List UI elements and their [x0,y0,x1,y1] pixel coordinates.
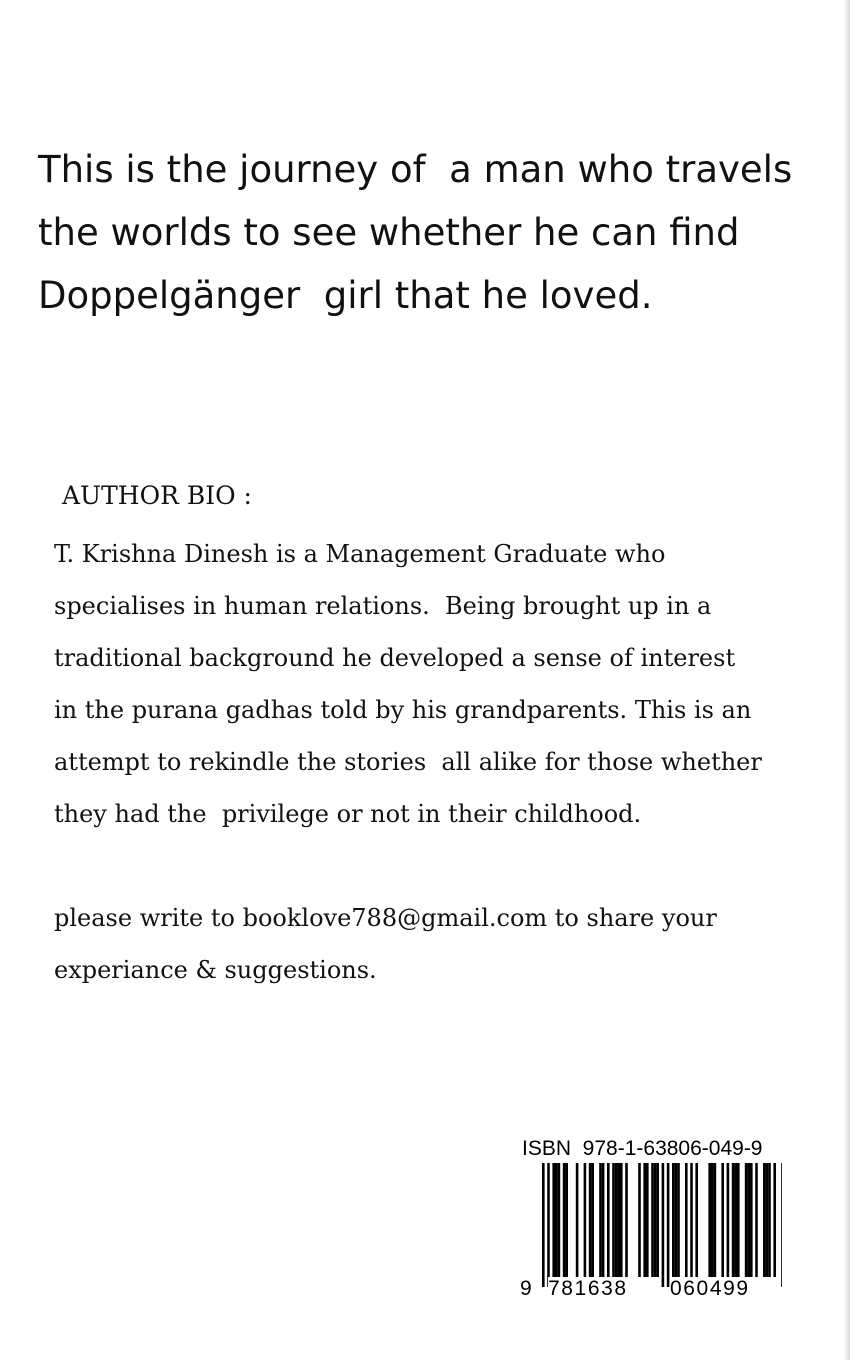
barcode-bar [625,1163,628,1277]
barcode-bar [654,1163,657,1277]
barcode-bar [763,1163,766,1277]
barcode-bar [747,1163,750,1277]
blurb-line: This is the journey of a man who travels [38,148,793,191]
barcode-bar [599,1163,602,1277]
barcode-bar [615,1163,618,1277]
barcode-bar [651,1163,654,1277]
barcode-bar [589,1163,592,1277]
contact-note [54,892,834,996]
blurb-line: the worlds to see whether he can find [38,211,740,254]
barcode-bar [721,1163,724,1277]
barcode-guard-bar [542,1163,545,1287]
barcode-bar [555,1163,558,1277]
barcode-bar [690,1163,693,1277]
barcode-bar [766,1163,769,1277]
barcode-bar [714,1163,717,1277]
barcode-bar [617,1163,620,1277]
barcode-bar [677,1163,680,1277]
barcode-bar [711,1163,714,1277]
bio-line: they had the privilege or not in their childhood. [54,800,642,828]
barcode-bar [773,1163,776,1277]
barcode-bar [745,1163,748,1277]
bio-line: T. Krishna Dinesh is a Management Graduate who [54,540,666,568]
barcode-digits-right: 060499 [670,1277,750,1300]
barcode-bar [685,1163,688,1277]
barcode-bar [708,1163,711,1277]
barcode-bar [602,1163,605,1277]
barcode-bar [612,1163,615,1277]
barcode-bars [520,1163,782,1287]
barcode-bar [646,1163,649,1277]
barcode-bar [607,1163,610,1277]
barcode-bar [737,1163,740,1277]
barcode-bar [591,1163,594,1277]
barcode-bar [552,1163,555,1277]
barcode-bar [563,1163,566,1277]
contact-line: please write to booklove788@gmail.com to share your [54,904,717,932]
isbn-label: ISBN 978-1-63806-049-9 [522,1137,763,1160]
bio-line: traditional background he developed a sense of interest [54,644,736,672]
barcode-guard-bar [662,1163,665,1287]
barcode-bar [584,1163,587,1277]
isbn-barcode [520,1137,800,1307]
bio-line: specialises in human relations. Being brought up in a [54,592,712,620]
barcode-bar [695,1163,698,1277]
barcode-bar [576,1163,579,1277]
author-bio-text [54,528,834,840]
barcode-guard-bar [781,1163,782,1287]
barcode-bar [558,1163,561,1277]
barcode-bar [750,1163,753,1277]
barcode-digit-first: 9 [520,1277,532,1300]
barcode-digits-left: 781638 [548,1277,628,1300]
author-bio-heading: AUTHOR BIO : [62,481,252,510]
barcode-guard-bar [667,1163,670,1287]
contact-line: experiance & suggestions. [54,956,377,984]
barcode-bar [620,1163,623,1277]
barcode-bar [565,1163,568,1277]
barcode-bar [672,1163,675,1277]
barcode-bar [768,1163,771,1277]
cover-edge-shadow [844,0,850,1360]
bio-line: in the purana gadhas told by his grandparents. This is an [54,696,752,724]
barcode-bar [732,1163,735,1277]
barcode-bar [727,1163,730,1277]
barcode-bar [638,1163,641,1277]
blurb-line: Doppelgänger girl that he loved. [38,274,653,317]
book-blurb [38,138,828,327]
barcode-bar [656,1163,659,1277]
barcode-guard-bar [547,1163,550,1287]
barcode-bar [643,1163,646,1277]
barcode-bar [734,1163,737,1277]
barcode-bar [675,1163,678,1277]
barcode-bar [755,1163,758,1277]
bio-line: attempt to rekindle the stories all alike for those whether [54,748,762,776]
